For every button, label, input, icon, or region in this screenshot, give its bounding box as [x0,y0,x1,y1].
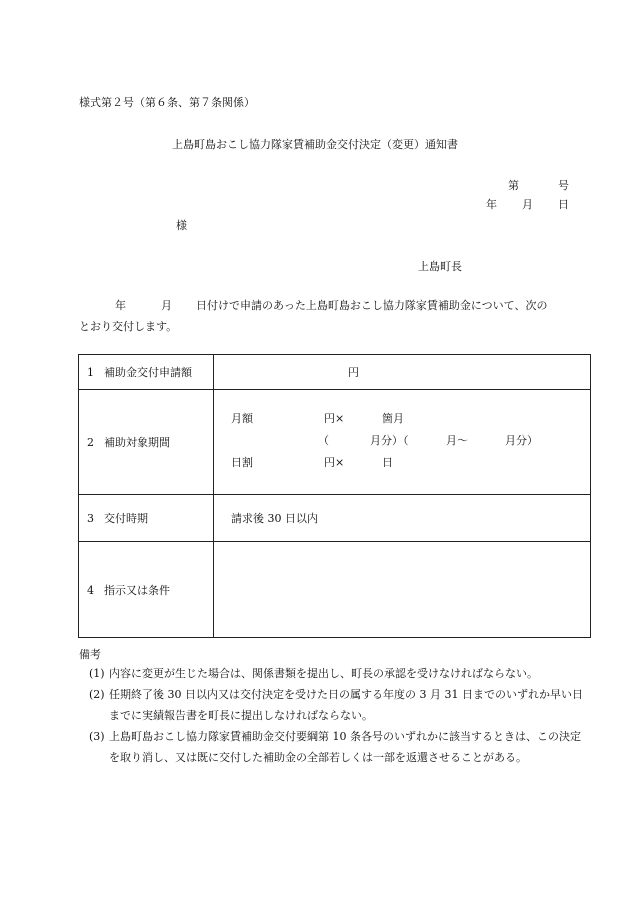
note-text: 内容に変更が生じた場合は、関係書類を提出し、町長の承認を受けなければならない。 [109,667,538,680]
period-month-end: 月分） [505,434,538,447]
note-text: 任期終了後 30 日以内又は交付決定を受けた日の属する年度の 3 月 31 日までのいずれか早い日までに実績報告書を町長に提出しなければならない。 [109,688,583,722]
grant-timing-cell [214,495,591,542]
note-text: 上島町島おこし協力隊家賃補助金交付要綱第 10 条各号のいずれかに該当するときは、この決定を取り消し、又は既に交付した補助金の全部若しくは一部を返還させることがある。 [109,730,581,764]
row-number: 1 [87,366,94,379]
months-count: 箇月 [382,412,404,425]
daily-yen-times: 円× [324,456,345,469]
table-row [79,390,591,495]
period-paren-open: （ [318,434,329,447]
subsidy-period-cell [214,390,591,495]
document-title: 上島町島おこし協力隊家賃補助金交付決定（変更）通知書 [172,138,458,151]
issuer-name: 上島町長 [418,260,462,273]
table-row [79,542,591,638]
row-label-text: 補助対象期間 [104,436,170,449]
addressee-suffix: 様 [176,219,187,232]
monthly-label: 月額 [231,412,253,425]
monthly-yen-times: 円× [324,412,345,425]
row-label-subsidy-period [79,390,214,495]
table-row [79,355,591,390]
body-line-1 [79,295,589,316]
grant-timing-value: 請求後 30 日以内 [231,512,318,525]
date-month: 月 [522,198,533,211]
table-row [79,495,591,542]
period-tilde: 月～ [446,434,468,447]
list-item [79,684,591,726]
row-label-conditions [79,542,214,638]
row-number: 3 [87,512,94,525]
row-label-application-amount [79,355,214,390]
body-line-2: とおり交付します。 [79,320,178,333]
notes-title: 備考 [79,648,101,661]
number-prefix: 第 [508,179,519,192]
note-mark: (2) [89,688,105,701]
form-number: 様式第２号（第６条、第７条関係） [79,96,255,109]
note-mark: (3) [89,730,105,743]
body-paragraph [79,295,589,337]
application-amount-cell [214,355,591,390]
row-label-text: 指示又は条件 [104,583,170,597]
daily-label: 日割 [231,456,253,469]
conditions-cell [214,542,591,638]
grant-details-table [78,354,591,638]
list-item [79,663,591,684]
date-day: 日 [558,198,569,211]
body-month: 月 [161,299,172,312]
notes-list [79,663,591,768]
number-suffix: 号 [558,179,569,192]
row-label-text: 交付時期 [104,512,148,525]
row-number: 4 [87,583,94,597]
yen-unit: 円 [348,366,359,379]
date-year: 年 [486,198,497,211]
row-number: 2 [87,436,94,449]
day-unit: 日 [382,456,393,469]
row-label-grant-timing [79,495,214,542]
list-item [79,726,591,768]
period-month-part: 月分）（ [370,434,409,447]
note-mark: (1) [89,667,105,680]
body-rest: 日付けで申請のあった上島町島おこし協力隊家賃補助金について、次の [196,299,548,312]
row-label-text: 補助金交付申請額 [104,366,192,379]
body-year: 年 [115,299,126,312]
